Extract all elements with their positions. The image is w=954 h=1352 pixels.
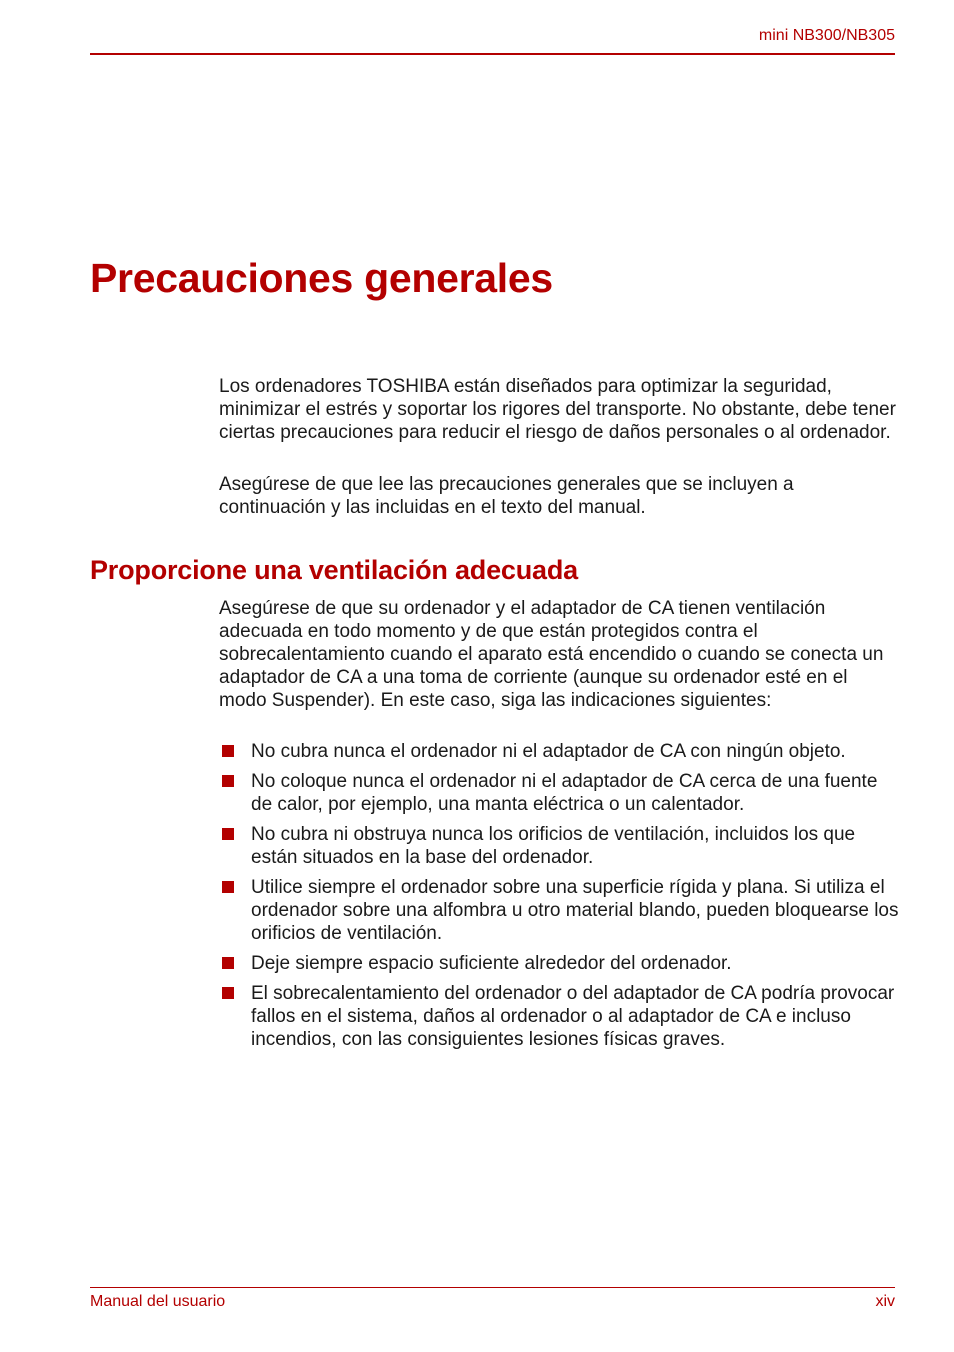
list-item-text: Utilice siempre el ordenador sobre una superficie rígida y plana. Si utiliza el ordenador sobre una alfombra u otro material blando, pueden bloquearse los orificios de ventilación. xyxy=(251,877,899,944)
square-bullet-icon xyxy=(222,775,234,787)
header-divider xyxy=(90,53,895,55)
list-item xyxy=(219,876,899,945)
list-item-text: Deje siempre espacio suficiente alrededor del ordenador. xyxy=(251,953,732,974)
list-item xyxy=(219,770,899,816)
page-title: Precauciones generales xyxy=(90,255,553,301)
list-item xyxy=(219,740,899,763)
square-bullet-icon xyxy=(222,881,234,893)
square-bullet-icon xyxy=(222,745,234,757)
section-heading: Proporcione una ventilación adecuada xyxy=(90,555,578,585)
list-item xyxy=(219,982,899,1051)
list-item-text: No cubra ni obstruya nunca los orificios de ventilación, incluidos los que están situados en la base del ordenador. xyxy=(251,824,856,868)
intro-paragraph-2: Asegúrese de que lee las precauciones generales que se incluyen a continuación y las incluidas en el texto del manual. xyxy=(219,474,794,518)
header-title: mini NB300/NB305 xyxy=(758,27,895,44)
list-item xyxy=(219,952,899,975)
list-item-text: No cubra nunca el ordenador ni el adaptador de CA con ningún objeto. xyxy=(251,741,846,762)
list-item-text: No coloque nunca el ordenador ni el adaptador de CA cerca de una fuente de calor, por ejemplo, una manta eléctrica o un calentador. xyxy=(251,771,878,815)
footer-page-number: xiv xyxy=(875,1293,895,1310)
square-bullet-icon xyxy=(222,987,234,999)
footer-manual-name: Manual del usuario xyxy=(90,1293,226,1310)
list-item xyxy=(219,823,899,869)
section-paragraph: Asegúrese de que su ordenador y el adaptador de CA tienen ventilación adecuada en todo momento y de que están protegidos contra el sobrecalentamiento cuando el aparato está encendido o cuando se conecta un adaptador de CA a una toma de corriente (aunque su ordenador esté en el modo Suspender). En este caso, siga las indicaciones siguientes: xyxy=(219,598,884,711)
footer-divider xyxy=(90,1287,895,1288)
square-bullet-icon xyxy=(222,957,234,969)
square-bullet-icon xyxy=(222,828,234,840)
intro-paragraph-1: Los ordenadores TOSHIBA están diseñados para optimizar la seguridad, minimizar el estrés y soportar los rigores del transporte. No obstante, debe tener ciertas precauciones para reducir el riesgo de daños personales o al ordenador. xyxy=(219,376,896,443)
bullet-list xyxy=(219,740,899,1058)
list-item-text: El sobrecalentamiento del ordenador o del adaptador de CA podría provocar fallos en el sistema, daños al ordenador o al adaptador de CA e incluso incendios, con las consiguientes lesiones físicas graves. xyxy=(251,983,895,1050)
